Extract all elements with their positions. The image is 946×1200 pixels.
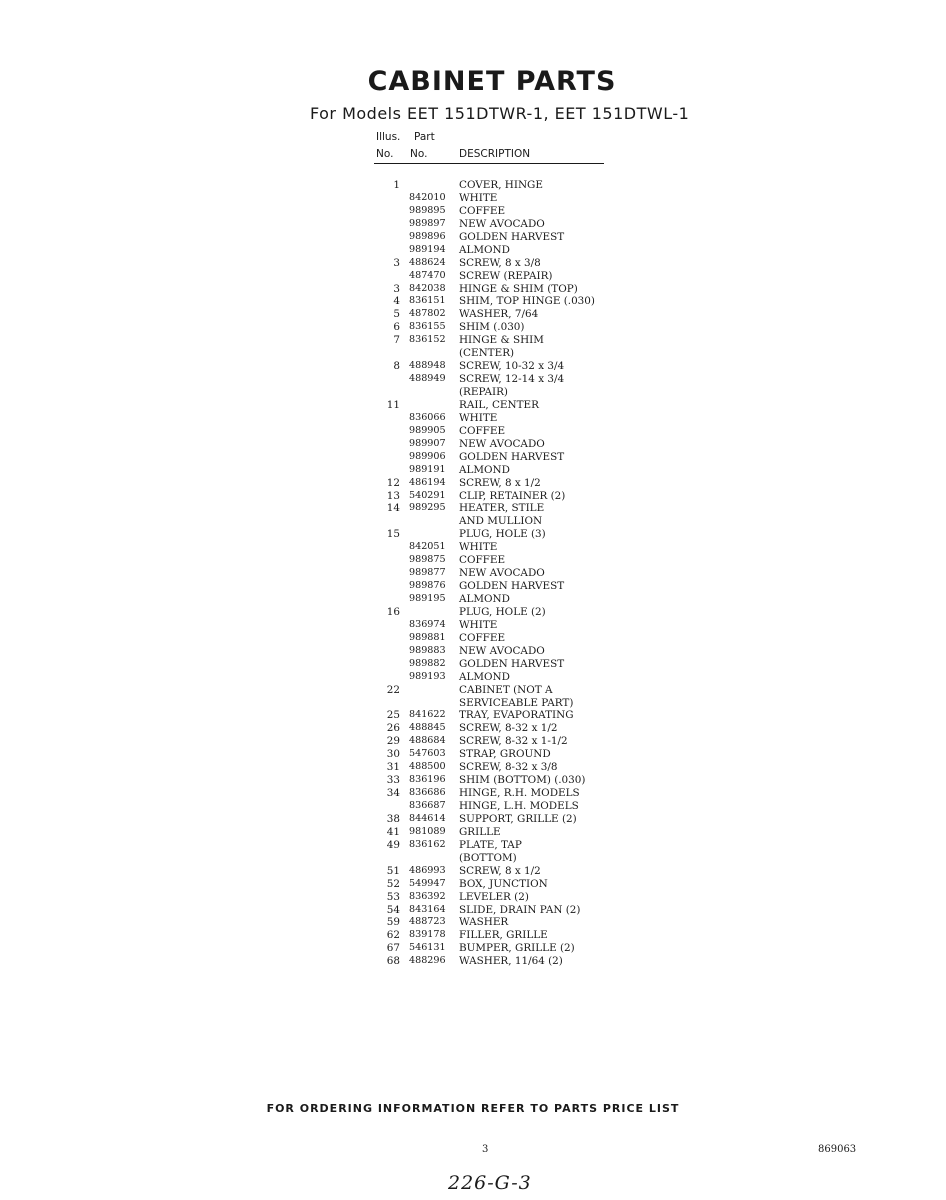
part-row [374,671,614,684]
part-description: COFFEE [459,631,506,644]
part-row [374,283,614,296]
part-number: 836686 [409,787,446,799]
part-number: 836687 [409,800,446,811]
part-row [374,399,614,412]
part-description: GOLDEN HARVEST [459,230,565,243]
part-description: SCREW, 10-32 x 3/4 [459,360,565,373]
part-row [374,748,614,761]
part-row [374,878,614,891]
models-subtitle: For Models EET 151DTWR-1, EET 151DTWL-1 [310,104,690,123]
part-row [374,502,614,515]
part-row [374,942,614,955]
part-description: STRAP, GROUND [459,748,551,761]
part-number: 989193 [409,670,446,682]
part-row [374,179,614,192]
part-number: 989295 [409,502,446,514]
part-number: 989194 [409,243,446,255]
part-description: WASHER, 11/64 (2) [459,955,563,968]
part-number: 836151 [409,295,446,307]
part-description: WHITE [459,411,498,424]
part-row [374,955,614,968]
document-number: 869063 [818,1144,857,1155]
part-row [374,412,614,425]
part-row [374,477,614,490]
part-description: SCREW, 8-32 x 1/2 [459,722,558,735]
part-number: 488948 [409,360,446,372]
part-row [374,321,614,334]
illus-number: 6 [393,321,400,334]
part-description: WHITE [459,541,498,554]
illus-number: 8 [393,360,400,373]
part-description: SCREW, 8 x 1/2 [459,476,541,489]
parts-list [374,179,614,968]
part-description: AND MULLION [459,515,543,528]
illus-number: 4 [393,295,400,308]
part-number: 836392 [409,890,446,902]
part-number: 842010 [409,191,446,203]
illus-number: 34 [386,787,400,800]
illus-number: 3 [393,282,400,295]
part-row [374,451,614,464]
part-description: LEVELER (2) [459,890,529,903]
part-row [374,360,614,373]
illus-number: 26 [386,722,400,735]
part-description: HINGE, L.H. MODELS [459,800,579,812]
part-number: 989881 [409,631,446,643]
part-number: 488500 [409,761,446,773]
part-description: SCREW, 8 x 3/8 [459,256,541,269]
part-row [374,722,614,735]
part-description: WASHER [459,916,509,929]
part-description: SCREW, 8-32 x 1-1/2 [459,735,568,748]
part-number: 836162 [409,838,446,850]
part-row [374,658,614,671]
illus-header-bottom: No. [376,148,394,160]
page-title: CABINET PARTS [367,66,617,97]
part-description: BUMPER, GRILLE (2) [459,942,575,955]
part-description: (REPAIR) [459,386,508,398]
illus-number: 68 [386,955,400,968]
part-description: SCREW, 8-32 x 3/8 [459,761,558,774]
illus-number: 30 [386,748,400,761]
part-row [374,515,614,528]
part-number: 989895 [409,204,446,216]
part-number: 488723 [409,916,446,928]
illus-number: 53 [386,890,400,903]
part-number: 836152 [409,334,446,346]
part-description: BOX, JUNCTION [459,877,548,890]
illus-number: 12 [386,476,400,489]
part-number: 486993 [409,864,446,876]
page-number: 3 [482,1144,489,1155]
part-row [374,347,614,360]
part-row [374,334,614,347]
illus-number: 11 [386,398,400,411]
part-row [374,386,614,399]
illus-number: 5 [393,308,400,321]
part-description: SHIM, TOP HINGE (.030) [459,295,595,308]
illus-number: 16 [386,605,400,618]
part-row [374,852,614,865]
illus-number: 14 [386,502,400,515]
part-row [374,490,614,503]
part-number: 487802 [409,308,446,320]
part-description: (BOTTOM) [459,851,517,864]
part-number: 836155 [409,321,446,333]
part-number: 989877 [409,567,446,579]
part-row [374,865,614,878]
part-description: SCREW, 12-14 x 3/4 [459,373,565,386]
part-row [374,787,614,800]
part-description: HINGE & SHIM [459,334,544,347]
illus-number: 29 [386,735,400,748]
part-number: 841622 [409,709,446,721]
part-number: 989883 [409,644,446,656]
part-number: 488845 [409,722,446,734]
part-header-top: Part [414,131,435,143]
part-row [374,891,614,904]
illus-number: 33 [386,774,400,787]
part-number: 488624 [409,256,446,268]
part-description: WHITE [459,618,498,631]
illus-number: 25 [386,709,400,722]
part-description: SHIM (BOTTOM) (.030) [459,774,586,787]
part-row [374,800,614,813]
part-description: TRAY, EVAPORATING [459,709,574,722]
part-number: 844614 [409,812,446,824]
part-description: GOLDEN HARVEST [459,580,565,593]
handwritten-note: 226-G-3 [448,1172,532,1194]
part-description: WASHER, 7/64 [459,308,539,321]
part-row [374,593,614,606]
illus-number: 51 [386,864,400,877]
part-number: 487470 [409,269,446,281]
part-description: SUPPORT, GRILLE (2) [459,812,577,825]
illus-number: 49 [386,838,400,851]
part-description: PLUG, HOLE (3) [459,528,546,541]
part-number: 989191 [409,463,446,475]
illus-number: 62 [386,929,400,942]
illus-number: 67 [386,942,400,955]
part-number: 989896 [409,230,446,242]
part-number: 836196 [409,774,446,786]
part-description: HINGE, R.H. MODELS [459,787,580,800]
part-description: ALMOND [459,463,510,476]
illus-number: 15 [386,528,400,541]
part-number: 989875 [409,554,446,566]
part-row [374,567,614,580]
part-number: 836974 [409,618,446,630]
part-description: GRILLE [459,825,501,838]
illus-number: 3 [393,256,400,269]
part-row [374,438,614,451]
part-row [374,528,614,541]
part-description: SLIDE, DRAIN PAN (2) [459,903,581,916]
part-number: 989876 [409,580,446,592]
illus-number: 41 [386,825,400,838]
illus-number: 52 [386,877,400,890]
part-number: 989907 [409,437,446,449]
part-row [374,606,614,619]
part-number: 989906 [409,450,446,462]
part-description: SERVICEABLE PART) [459,696,574,709]
part-number: 546131 [409,942,446,954]
part-row [374,580,614,593]
illus-number: 59 [386,916,400,929]
part-row [374,826,614,839]
part-row [374,373,614,386]
part-number: 488296 [409,955,446,967]
part-row [374,761,614,774]
part-description: CLIP, RETAINER (2) [459,489,566,502]
part-row [374,218,614,231]
part-number: 989882 [409,657,446,669]
part-description: GOLDEN HARVEST [459,450,565,463]
part-row [374,619,614,632]
part-description: PLUG, HOLE (2) [459,605,546,618]
part-header-bottom: No. [410,148,428,160]
part-row [374,813,614,826]
part-number: 836066 [409,411,446,423]
part-number: 842038 [409,282,446,294]
part-number: 839178 [409,929,446,941]
part-description: COFFEE [459,424,506,437]
part-row [374,554,614,567]
part-description: FILLER, GRILLE [459,929,548,942]
part-description: COFFEE [459,554,506,567]
part-description: HINGE & SHIM (TOP) [459,282,578,295]
illus-number: 31 [386,761,400,774]
part-description: SCREW, 8 x 1/2 [459,864,541,877]
description-header: DESCRIPTION [459,148,531,160]
part-row [374,709,614,722]
illus-number: 13 [386,489,400,502]
part-row [374,244,614,257]
part-number: 989195 [409,593,446,604]
part-row [374,270,614,283]
part-number: 488684 [409,735,446,747]
part-row [374,205,614,218]
part-number: 843164 [409,903,446,915]
part-description: CABINET (NOT A [459,683,553,696]
part-description: GOLDEN HARVEST [459,657,565,670]
part-description: SCREW (REPAIR) [459,269,553,282]
part-number: 540291 [409,489,446,501]
part-number: 981089 [409,825,446,837]
part-description: ALMOND [459,670,510,683]
part-number: 486194 [409,476,446,488]
part-number: 842051 [409,541,446,553]
part-description: NEW AVOCADO [459,437,545,450]
part-number: 989905 [409,424,446,436]
part-number: 989897 [409,217,446,229]
part-description: (CENTER) [459,347,515,360]
part-description: SHIM (.030) [459,321,525,334]
illus-number: 1 [393,179,400,191]
part-row [374,231,614,244]
part-number: 488949 [409,373,446,385]
part-row [374,308,614,321]
illus-number: 22 [386,683,400,696]
part-row [374,839,614,852]
part-description: NEW AVOCADO [459,644,545,657]
illus-number: 54 [386,903,400,916]
part-row [374,697,614,710]
part-description: PLATE, TAP [459,838,522,851]
part-number: 547603 [409,748,446,760]
part-description: COFFEE [459,204,506,217]
part-description: NEW AVOCADO [459,217,545,230]
part-row [374,192,614,205]
part-description: ALMOND [459,593,510,605]
part-row [374,916,614,929]
part-row [374,929,614,942]
part-row [374,774,614,787]
illus-number: 38 [386,812,400,825]
part-number: 549947 [409,877,446,889]
part-row [374,735,614,748]
part-description: COVER, HINGE [459,179,543,191]
part-description: NEW AVOCADO [459,567,545,580]
part-description: HEATER, STILE [459,502,545,515]
illus-header-top: Illus. [376,131,401,143]
illus-number: 7 [393,334,400,347]
part-row [374,645,614,658]
part-row [374,425,614,438]
part-description: RAIL, CENTER [459,398,539,411]
ordering-note: FOR ORDERING INFORMATION REFER TO PARTS PRICE LIST [266,1102,680,1115]
header-rule [374,163,604,164]
part-row [374,684,614,697]
part-row [374,632,614,645]
part-row [374,464,614,477]
part-description: WHITE [459,191,498,204]
part-row [374,295,614,308]
part-row [374,904,614,917]
part-description: ALMOND [459,243,510,256]
part-row [374,541,614,554]
part-row [374,257,614,270]
